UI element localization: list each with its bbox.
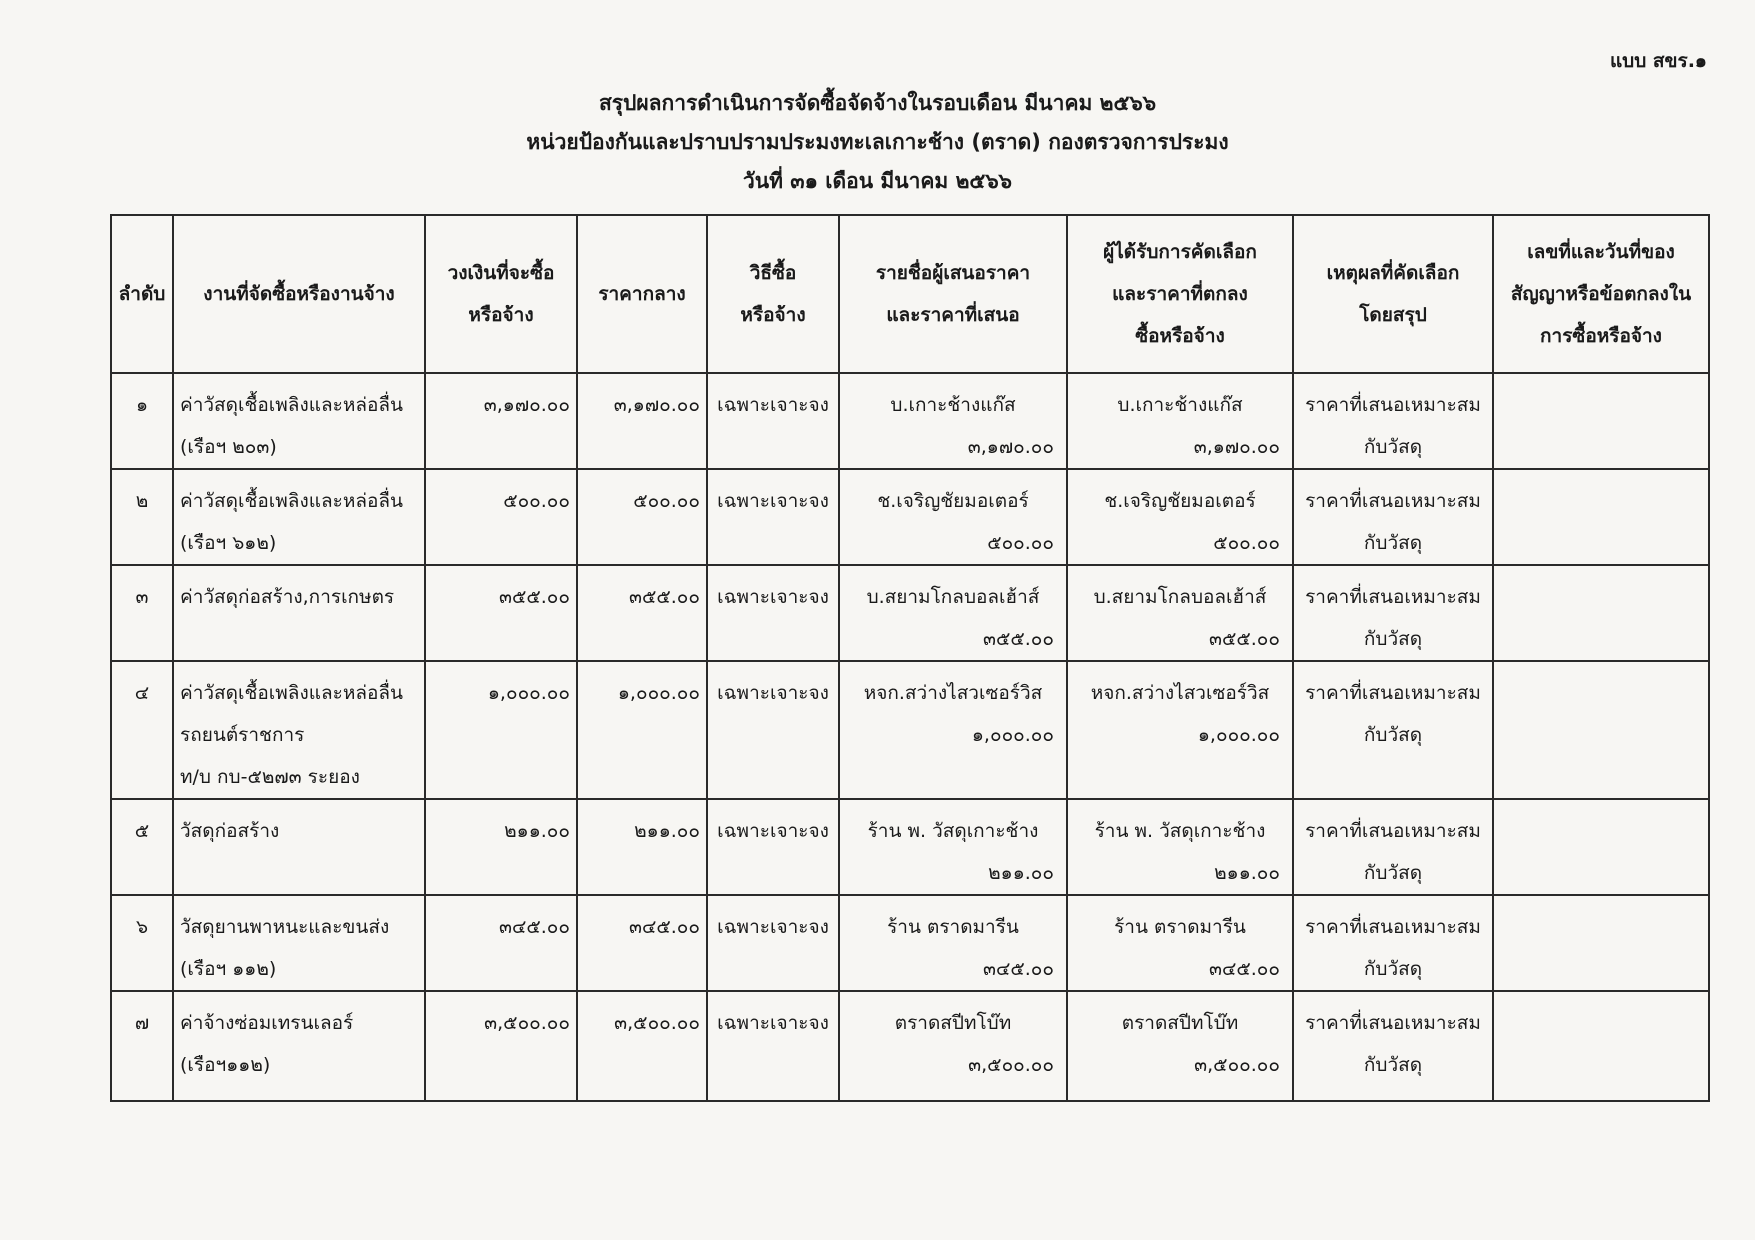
header-line: สัญญาหรือข้อตกลงใน [1510, 283, 1692, 305]
cell-method [707, 895, 839, 991]
bid-price: ๑,๐๐๐.๐๐ [971, 724, 1054, 746]
cell-item [173, 991, 425, 1101]
cell-budget [425, 469, 577, 565]
cell-no [111, 373, 173, 469]
cell-winner [1067, 469, 1293, 565]
table-row [111, 469, 1709, 565]
item-text [174, 992, 424, 1086]
cell-reason [1293, 565, 1493, 661]
reason-line: ราคาที่เสนอเหมาะสม [1305, 394, 1481, 416]
bidder-block [840, 992, 1066, 1086]
col-header-median [577, 215, 707, 373]
reason-text [1294, 662, 1492, 756]
item-line: วัสดุยานพาหนะและขนส่ง [180, 916, 390, 938]
reason-line: ราคาที่เสนอเหมาะสม [1305, 1012, 1481, 1034]
item-text [174, 800, 424, 852]
winner-name: หจก.สว่างไสวเซอร์วิส [1090, 682, 1270, 704]
contract-ref [1494, 374, 1708, 384]
cell-bidders [839, 373, 1067, 469]
budget-value: ๓๔๕.๐๐ [499, 916, 570, 938]
header-line: ลำดับ [118, 283, 166, 305]
row-number: ๓ [135, 586, 149, 608]
item-line: รถยนต์ราชการ [180, 724, 305, 746]
bidder-name: บ.สยามโกลบอลเฮ้าส์ [866, 586, 1040, 608]
item-text [174, 662, 424, 798]
cell-winner [1067, 661, 1293, 799]
winner-block [1068, 896, 1292, 990]
winner-block [1068, 992, 1292, 1086]
item-line: (เรือฯ ๒๐๓) [180, 436, 277, 458]
winner-block [1068, 566, 1292, 660]
cell-contract [1493, 895, 1709, 991]
item-line: (เรือฯ ๖๑๒) [180, 532, 277, 554]
budget-value: ๓,๕๐๐.๐๐ [484, 1012, 570, 1034]
reason-line: ราคาที่เสนอเหมาะสม [1305, 586, 1481, 608]
header-line: เหตุผลที่คัดเลือก [1326, 262, 1460, 284]
reason-line: กับวัสดุ [1363, 958, 1423, 980]
reason-line: ราคาที่เสนอเหมาะสม [1305, 916, 1481, 938]
cell-item [173, 895, 425, 991]
item-line: วัสดุก่อสร้าง [180, 820, 280, 842]
cell-reason [1293, 895, 1493, 991]
bidder-block [840, 662, 1066, 756]
winner-block [1068, 374, 1292, 468]
winner-block [1068, 662, 1292, 756]
table-body [111, 373, 1709, 1101]
cell-contract [1493, 469, 1709, 565]
cell-no [111, 469, 173, 565]
heading-title: สรุปผลการดำเนินการจัดซื้อจัดจ้างในรอบเดือน มีนาคม ๒๕๖๖ [598, 91, 1157, 115]
row-number: ๒ [135, 490, 149, 512]
contract-ref [1494, 800, 1708, 810]
bid-price: ๒๑๑.๐๐ [988, 862, 1054, 884]
reason-text [1294, 470, 1492, 564]
row-number: ๑ [135, 394, 149, 416]
cell-method [707, 373, 839, 469]
median-price: ๓๔๕.๐๐ [629, 916, 700, 938]
cell-median [577, 469, 707, 565]
method-value: เฉพาะเจาะจง [717, 820, 829, 842]
cell-contract [1493, 565, 1709, 661]
cell-contract [1493, 373, 1709, 469]
bid-price: ๓๕๕.๐๐ [983, 628, 1054, 650]
table-row [111, 895, 1709, 991]
cell-item [173, 565, 425, 661]
header-line: วงเงินที่จะซื้อ [447, 262, 555, 284]
method-value: เฉพาะเจาะจง [717, 586, 829, 608]
winning-price: ๑,๐๐๐.๐๐ [1197, 724, 1280, 746]
bid-price: ๓,๕๐๐.๐๐ [968, 1054, 1054, 1076]
cell-winner [1067, 565, 1293, 661]
bidder-name: ช.เจริญชัยมอเตอร์ [877, 490, 1029, 512]
contract-ref [1494, 470, 1708, 480]
cell-winner [1067, 373, 1293, 469]
cell-median [577, 661, 707, 799]
procurement-table [110, 214, 1710, 1102]
cell-bidders [839, 469, 1067, 565]
cell-budget [425, 661, 577, 799]
bidder-name: ร้าน ตราดมารีน [887, 916, 1019, 938]
cell-reason [1293, 991, 1493, 1101]
cell-median [577, 799, 707, 895]
document-headings [0, 84, 1755, 201]
cell-no [111, 991, 173, 1101]
median-price: ๕๐๐.๐๐ [633, 490, 700, 512]
heading-date: วันที่ ๓๑ เดือน มีนาคม ๒๕๖๖ [743, 169, 1012, 193]
winner-name: ตราดสปีทโบ๊ท [1121, 1012, 1239, 1034]
bidder-name: ตราดสปีทโบ๊ท [894, 1012, 1012, 1034]
cell-bidders [839, 565, 1067, 661]
item-text [174, 566, 424, 618]
bidder-block [840, 800, 1066, 894]
cell-budget [425, 565, 577, 661]
cell-method [707, 565, 839, 661]
item-line: ค่าวัสดุเชื้อเพลิงและหล่อลื่น [180, 682, 404, 704]
median-price: ๓,๕๐๐.๐๐ [614, 1012, 700, 1034]
header-line: การซื้อหรือจ้าง [1540, 325, 1662, 347]
bidder-block [840, 896, 1066, 990]
cell-median [577, 565, 707, 661]
heading-agency: หน่วยป้องกันและปราบปรามประมงทะเลเกาะช้าง (ตราด) กองตรวจการประมง [526, 130, 1229, 154]
reason-line: ราคาที่เสนอเหมาะสม [1305, 682, 1481, 704]
item-line: ค่าจ้างซ่อมเทรนเลอร์ [180, 1012, 354, 1034]
winning-price: ๓,๑๗๐.๐๐ [1193, 436, 1280, 458]
winner-name: ช.เจริญชัยมอเตอร์ [1104, 490, 1256, 512]
bidder-name: หจก.สว่างไสวเซอร์วิส [863, 682, 1043, 704]
cell-median [577, 895, 707, 991]
cell-item [173, 661, 425, 799]
reason-line: กับวัสดุ [1363, 1054, 1423, 1076]
reason-line: ราคาที่เสนอเหมาะสม [1305, 820, 1481, 842]
reason-text [1294, 896, 1492, 990]
row-number: ๖ [135, 916, 149, 938]
cell-winner [1067, 991, 1293, 1101]
cell-budget [425, 991, 577, 1101]
bidder-name: บ.เกาะช้างแก๊ส [890, 394, 1016, 416]
winner-block [1068, 470, 1292, 564]
contract-ref [1494, 896, 1708, 906]
bid-price: ๓,๑๗๐.๐๐ [967, 436, 1054, 458]
cell-method [707, 799, 839, 895]
cell-winner [1067, 895, 1293, 991]
reason-line: ราคาที่เสนอเหมาะสม [1305, 490, 1481, 512]
cell-no [111, 895, 173, 991]
method-value: เฉพาะเจาะจง [717, 1012, 829, 1034]
item-text [174, 374, 424, 468]
item-line: ค่าวัสดุเชื้อเพลิงและหล่อลื่น [180, 490, 404, 512]
reason-line: กับวัสดุ [1363, 532, 1423, 554]
cell-contract [1493, 991, 1709, 1101]
item-line: (เรือฯ๑๑๒) [180, 1054, 271, 1076]
item-line: ค่าวัสดุก่อสร้าง,การเกษตร [180, 586, 395, 608]
winner-name: ร้าน ตราดมารีน [1114, 916, 1246, 938]
cell-bidders [839, 895, 1067, 991]
winner-name: บ.เกาะช้างแก๊ส [1117, 394, 1243, 416]
bidder-block [840, 374, 1066, 468]
header-line: หรือจ้าง [468, 304, 534, 326]
bidder-block [840, 566, 1066, 660]
col-header-contract [1493, 215, 1709, 373]
col-header-bidders [839, 215, 1067, 373]
winning-price: ๒๑๑.๐๐ [1214, 862, 1280, 884]
median-price: ๑,๐๐๐.๐๐ [617, 682, 700, 704]
header-line: วิธีซื้อ [749, 262, 797, 284]
budget-value: ๓,๑๗๐.๐๐ [483, 394, 570, 416]
contract-ref [1494, 992, 1708, 1002]
bidder-name: ร้าน พ. วัสดุเกาะช้าง [867, 820, 1039, 842]
header-line: รายชื่อผู้เสนอราคา [875, 262, 1031, 284]
header-line: และราคาที่เสนอ [886, 304, 1020, 326]
cell-no [111, 799, 173, 895]
winner-name: บ.สยามโกลบอลเฮ้าส์ [1093, 586, 1267, 608]
median-price: ๓๕๕.๐๐ [629, 586, 700, 608]
header-line: โดยสรุป [1359, 304, 1427, 326]
col-header-item [173, 215, 425, 373]
col-header-method [707, 215, 839, 373]
cell-winner [1067, 799, 1293, 895]
reason-line: กับวัสดุ [1363, 862, 1423, 884]
item-line: (เรือฯ ๑๑๒) [180, 958, 277, 980]
reason-text [1294, 566, 1492, 660]
reason-line: กับวัสดุ [1363, 724, 1423, 746]
header-line: และราคาที่ตกลง [1112, 283, 1248, 305]
winning-price: ๓๕๕.๐๐ [1209, 628, 1280, 650]
col-header-budget [425, 215, 577, 373]
cell-reason [1293, 661, 1493, 799]
table-header-row [111, 215, 1709, 373]
cell-budget [425, 895, 577, 991]
method-value: เฉพาะเจาะจง [717, 682, 829, 704]
cell-reason [1293, 373, 1493, 469]
median-price: ๓,๑๗๐.๐๐ [613, 394, 700, 416]
contract-ref [1494, 566, 1708, 576]
row-number: ๗ [134, 1012, 150, 1034]
table-row [111, 661, 1709, 799]
budget-value: ๕๐๐.๐๐ [503, 490, 570, 512]
method-value: เฉพาะเจาะจง [717, 490, 829, 512]
winning-price: ๓,๕๐๐.๐๐ [1194, 1054, 1280, 1076]
cell-median [577, 991, 707, 1101]
reason-line: กับวัสดุ [1363, 436, 1423, 458]
col-header-no [111, 215, 173, 373]
cell-contract [1493, 661, 1709, 799]
cell-bidders [839, 799, 1067, 895]
cell-method [707, 469, 839, 565]
item-text [174, 896, 424, 990]
table-row [111, 373, 1709, 469]
cell-method [707, 661, 839, 799]
bid-price: ๕๐๐.๐๐ [987, 532, 1054, 554]
bid-price: ๓๔๕.๐๐ [983, 958, 1054, 980]
method-value: เฉพาะเจาะจง [717, 394, 829, 416]
header-line: หรือจ้าง [740, 304, 806, 326]
table-row [111, 991, 1709, 1101]
winner-block [1068, 800, 1292, 894]
form-code: แบบ สขร.๑ [1609, 50, 1707, 72]
col-header-reason [1293, 215, 1493, 373]
reason-line: กับวัสดุ [1363, 628, 1423, 650]
cell-budget [425, 373, 577, 469]
cell-reason [1293, 799, 1493, 895]
table-row [111, 565, 1709, 661]
item-line: ท/บ กบ-๕๒๗๓ ระยอง [180, 766, 360, 788]
budget-value: ๑,๐๐๐.๐๐ [487, 682, 570, 704]
winner-name: ร้าน พ. วัสดุเกาะช้าง [1094, 820, 1266, 842]
cell-no [111, 661, 173, 799]
method-value: เฉพาะเจาะจง [717, 916, 829, 938]
item-text [174, 470, 424, 564]
header-line: ราคากลาง [598, 283, 686, 305]
budget-value: ๒๑๑.๐๐ [504, 820, 570, 842]
cell-item [173, 799, 425, 895]
reason-text [1294, 992, 1492, 1086]
contract-ref [1494, 662, 1708, 672]
item-line: ค่าวัสดุเชื้อเพลิงและหล่อลื่น [180, 394, 404, 416]
row-number: ๔ [134, 682, 150, 704]
cell-bidders [839, 661, 1067, 799]
cell-item [173, 469, 425, 565]
winning-price: ๕๐๐.๐๐ [1213, 532, 1280, 554]
cell-reason [1293, 469, 1493, 565]
cell-budget [425, 799, 577, 895]
header-line: งานที่จัดซื้อหรืองานจ้าง [203, 283, 395, 305]
cell-median [577, 373, 707, 469]
winning-price: ๓๔๕.๐๐ [1209, 958, 1280, 980]
budget-value: ๓๕๕.๐๐ [499, 586, 570, 608]
header-line: ซื้อหรือจ้าง [1135, 325, 1225, 347]
cell-method [707, 991, 839, 1101]
header-line: ผู้ได้รับการคัดเลือก [1103, 241, 1257, 263]
cell-item [173, 373, 425, 469]
header-line: เลขที่และวันที่ของ [1527, 241, 1675, 263]
reason-text [1294, 374, 1492, 468]
cell-bidders [839, 991, 1067, 1101]
cell-contract [1493, 799, 1709, 895]
reason-text [1294, 800, 1492, 894]
bidder-block [840, 470, 1066, 564]
table-row [111, 799, 1709, 895]
median-price: ๒๑๑.๐๐ [634, 820, 700, 842]
row-number: ๕ [134, 820, 150, 842]
cell-no [111, 565, 173, 661]
col-header-winner [1067, 215, 1293, 373]
